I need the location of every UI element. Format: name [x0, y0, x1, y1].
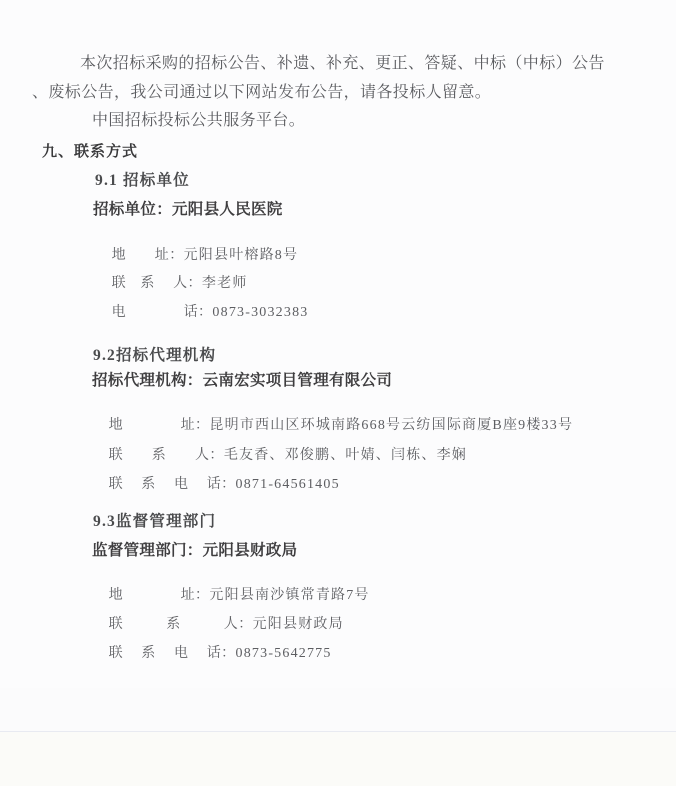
contact-label: 地 址：: [111, 248, 184, 263]
contact-value: 元阳县叶榕路8号: [183, 248, 299, 263]
contact-value: 李老师: [201, 276, 248, 291]
section-9-3-title: 监督管理部门：元阳县财政局: [92, 542, 298, 559]
section-9-1-number: 9.1 招标单位: [95, 172, 190, 189]
contact-row-phone: [96, 285, 308, 337]
contact-value: 昆明市西山区环城南路668号云纺国际商厦B座9楼33号: [209, 418, 574, 433]
contact-value: 0873-3032383: [212, 305, 309, 320]
contact-section-heading: 九、联系方式: [42, 143, 139, 160]
contact-label: 联 系 人：: [111, 276, 202, 291]
contact-value: 毛友香、邓俊鹏、叶婧、闫栋、李娴: [223, 448, 468, 463]
section-9-1-title: 招标单位：元阳县人民医院: [93, 201, 283, 218]
section-9-3-number: 9.3监督管理部门: [93, 513, 217, 530]
contact-row-phone: [93, 457, 340, 509]
contact-label: 联 系 电 话：: [108, 477, 236, 492]
page-lower-margin: [0, 732, 676, 786]
section-9-2-number: 9.2招标代理机构: [93, 347, 217, 364]
contact-label: 联 系 电 话：: [108, 646, 236, 661]
intro-platform-line: 中国招标投标公共服务平台。: [92, 112, 306, 129]
section-9-2-title: 招标代理机构：云南宏实项目管理有限公司: [92, 372, 393, 389]
intro-paragraph-line-1: 本次招标采购的招标公告、补遗、补充、更正、答疑、中标（中标）公告: [80, 55, 605, 72]
intro-paragraph-line-2: 、废标公告，我公司通过以下网站发布公告，请各投标人留意。: [32, 84, 492, 101]
contact-value: 0871-64561405: [235, 477, 340, 492]
contact-label: 地 址：: [108, 588, 210, 603]
contact-row-phone: [93, 626, 332, 678]
contact-label: 地 址：: [108, 418, 210, 433]
contact-label: 电 话：: [111, 305, 213, 320]
contact-value: 0873-5642775: [235, 646, 332, 661]
contact-value: 元阳县南沙镇常青路7号: [209, 588, 370, 603]
contact-label: 联 系 人：: [108, 617, 253, 632]
scan-tint-band: [0, 688, 676, 731]
contact-label: 联 系 人：: [108, 448, 224, 463]
contact-value: 元阳县财政局: [252, 617, 344, 632]
